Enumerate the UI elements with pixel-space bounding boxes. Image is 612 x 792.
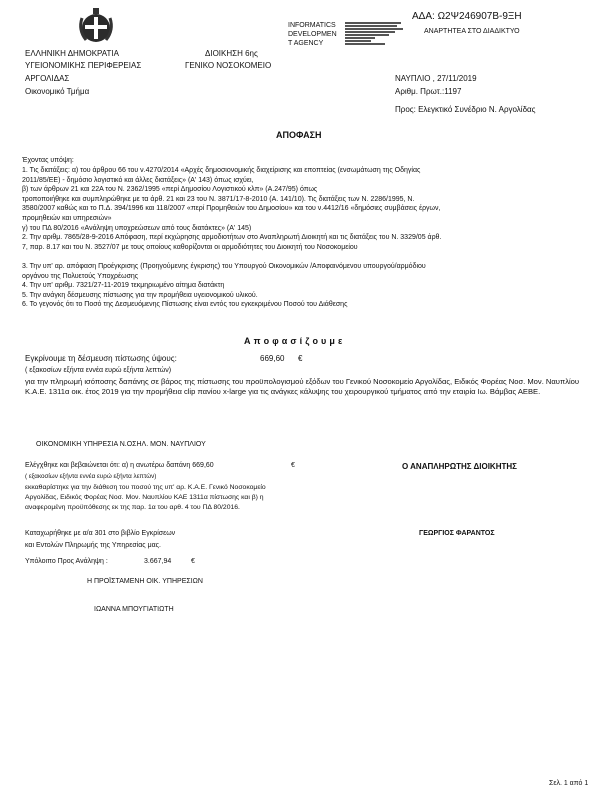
- registry-line-1: Καταχωρήθηκε με α/α 301 στο βιβλίο Εγκρίσεων: [25, 530, 176, 537]
- decision-heading: Α π ο φ α σ ί ζ ο υ μ ε: [244, 336, 343, 346]
- considering-line: οργάνου της Πολυετούς Υποχρέωσης: [22, 272, 139, 280]
- considering-line: γ) του ΠΔ 80/2016 «Ανάληψη υποχρεώσεων από τους διατάκτες» (Α' 145): [22, 224, 252, 232]
- agency-line: DEVELOPMEN: [288, 31, 337, 38]
- approve-currency: €: [298, 354, 303, 363]
- region-name: ΥΓΕΙΟΝΟΜΙΚΗΣ ΠΕΡΙΦΕΡΕΙΑΣ: [25, 61, 142, 70]
- finance-check-line: Ελέγχθηκε και βεβαιώνεται ότι: α) η ανωτέρω δαπάνη 669,60: [25, 462, 214, 469]
- agency-line: INFORMATICS: [288, 22, 336, 29]
- considering-line: β) των άρθρων 21 και 22Α του Ν. 2362/1995 «περί Δημοσίου Λογιστικού κλπ» (Α.247/95) όπως: [22, 186, 318, 194]
- ada-code: ΑΔΑ: Ω2Ψ246907Β-9ΞΗ: [412, 11, 522, 22]
- considering-line: 2011/85/ΕΕ) - δημόσιο λογιστικό και άλλες διατάξεις» (Α' 143) όπως ισχύει,: [22, 176, 254, 184]
- agency-fine-print: [345, 21, 403, 46]
- country-name: ΕΛΛΗΝΙΚΗ ΔΗΜΟΚΡΑΤΙΑ: [25, 49, 119, 58]
- posted-note: ΑΝΑΡΤΗΤΕΑ ΣΤΟ ΔΙΑΔΙΚΤΥΟ: [424, 28, 520, 35]
- considering-line: 1. Τις διατάξεις: α) του άρθρου 66 του ν.4270/2014 «Αρχές δημοσιονομικής διαχείρισης και εποπτείας (ενσωμάτωση της Οδηγίας: [22, 167, 421, 174]
- finance-check-currency: €: [291, 462, 295, 469]
- department-name: Οικονομικό Τμήμα: [25, 87, 90, 96]
- city-department: ΑΡΓΟΛΙΔΑΣ: [25, 74, 70, 83]
- amount-in-words: ( εξακοσίων εξήντα εννέα ευρώ εξήντα λεπτών): [25, 367, 172, 374]
- protocol-number: Αριθμ. Πρωτ.:1197: [395, 87, 462, 96]
- considering-heading: Έχοντας υπόψη:: [22, 157, 74, 164]
- recipient: Προς: Ελεγκτικό Συνέδριο Ν. Αργολίδας: [395, 105, 536, 114]
- decision-body: για την πληρωμή ισόποσης δαπάνης σε βάρος της πίστωσης του προϋπολογισμού εξόδων του Γενικού Νοσοκομείο Αργολίδας, Ειδικός Φορέας Νοσ. Μον. Ναυπλίου Κ.Α.Ε. 1311α οικ. έτος 2019 για την προμήθεια clip πανίου x-large για τις ανάγκες κάλυψης του χειρουργικού τμήματος από την εταιρία Ιω. Βάμβας ΑΕΒΕ.: [25, 377, 580, 397]
- balance-label: Υπόλοιπο Προς Ανάληψη :: [25, 558, 108, 565]
- finance-head-name: ΙΩΑΝΝΑ ΜΠΟΥΓΙΑΤΙΩΤΗ: [94, 606, 174, 613]
- approve-label: Εγκρίνουμε τη δέσμευση πίστωσης ύψους:: [25, 354, 177, 363]
- hospital-name: ΓΕΝΙΚΟ ΝΟΣΟΚΟΜΕΙΟ: [185, 61, 272, 70]
- agency-block: [288, 21, 337, 48]
- considering-line: 4. Την υπ' αριθμ. 7321/27-11-2019 τεκμηριωμένο αίτημα διατάκτη: [22, 282, 225, 290]
- considering-line: 7, παρ. 8.17 και του Ν. 3527/07 με τους οποίους καθορίζονται οι αρμοδιότητες του Διοικητή του Νοσοκομείου: [22, 243, 358, 251]
- place-date: ΝΑΥΠΛΙΟ , 27/11/2019: [395, 74, 477, 83]
- approve-amount: 669,60: [260, 354, 285, 363]
- agency-line: T AGENCY: [288, 40, 324, 47]
- balance-currency: €: [191, 558, 195, 565]
- greek-emblem-icon: [76, 6, 116, 46]
- finance-words: ( εξακοσίων εξήντα εννέα ευρώ εξήντα λεπτών): [25, 473, 157, 480]
- document-title: ΑΠΟΦΑΣΗ: [276, 130, 322, 140]
- page-number: Σελ. 1 από 1: [549, 780, 589, 787]
- balance-value: 3.667,94: [144, 558, 172, 565]
- considering-list: [22, 166, 441, 310]
- considering-line: 3580/2007 καθώς και το Π.Δ. 394/1996 και 118/2007 «περί Προμηθειών του Δημοσίου» και του ν.4412/16 «δημόσιες συμβάσεις έργων,: [22, 205, 441, 213]
- considering-line: 2. Την αριθμ. 7865/28-9-2016 Απόφαση, περί εκχώρησης αρμοδιοτήτων στο Αναπληρωτή Διοικητή και τις διατάξεις του Ν. 3329/05 άρθ.: [22, 234, 442, 242]
- considering-line: 3. Την υπ' αρ. απόφαση Προέγκρισης (Προηγούμενης έγκρισης) του Υπουργού Οικονομικών /Αποφαινόμενου υπουργού/αρμόδιου: [22, 262, 426, 270]
- finance-text: εκκαθαρίστηκε για την διάθεση του ποσού της υπ' αρ. Κ.Α.Ε. Γενικό Νοσοκομείο Αργολίδας, Ειδικός Φορέας Νοσ. Μον. Ναυπλίου ΚΑΕ 1311α πίστωσης και β) η αναφερομένη προϋπόθεσης εκ της παρ. 1α του αρθ. 4 του ΠΔ 80/2016.: [25, 484, 266, 512]
- considering-line: [22, 252, 441, 262]
- signatory-title: Ο ΑΝΑΠΛΗΡΩΤΗΣ ΔΙΟΙΚΗΤΗΣ: [402, 462, 517, 471]
- finance-service: ΟΙΚΟΝΟΜΙΚΗ ΥΠΗΡΕΣΙΑ Ν.ΟΣΗΛ. ΜΟΝ. ΝΑΥΠΛΙΟΥ: [36, 441, 206, 448]
- signatory-name: ΓΕΩΡΓΙΟΣ ΦΑΡΑΝΤΟΣ: [419, 530, 495, 537]
- admin-name: ΔΙΟΙΚΗΣΗ 6ης: [205, 49, 258, 58]
- considering-line: προμηθειών και υπηρεσιών»: [22, 214, 112, 222]
- registry-line-2: και Εντολών Πληρωμής της Υπηρεσίας μας.: [25, 542, 161, 549]
- finance-head-title: Η ΠΡΟΪΣΤΑΜΕΝΗ ΟΙΚ. ΥΠΗΡΕΣΙΩΝ: [87, 578, 203, 585]
- considering-line: τροποποιήθηκε και συμπληρώθηκε με τα άρθ. 21 και 23 του Ν. 3871/17-8-2010 (Α. 141/10). Τις διατάξεις των Ν. 2286/1995, Ν.: [22, 195, 415, 203]
- considering-line: 6. Το γεγονός ότι το Ποσό της Δεσμευόμενης Πίστωσης είναι εντός του εγκεκριμένου Ποσού του Διάθεσης: [22, 301, 348, 309]
- considering-line: 5. Την ανάγκη δέσμευσης πίστωσης για την προμήθεια υγειονομικού υλικού.: [22, 291, 258, 299]
